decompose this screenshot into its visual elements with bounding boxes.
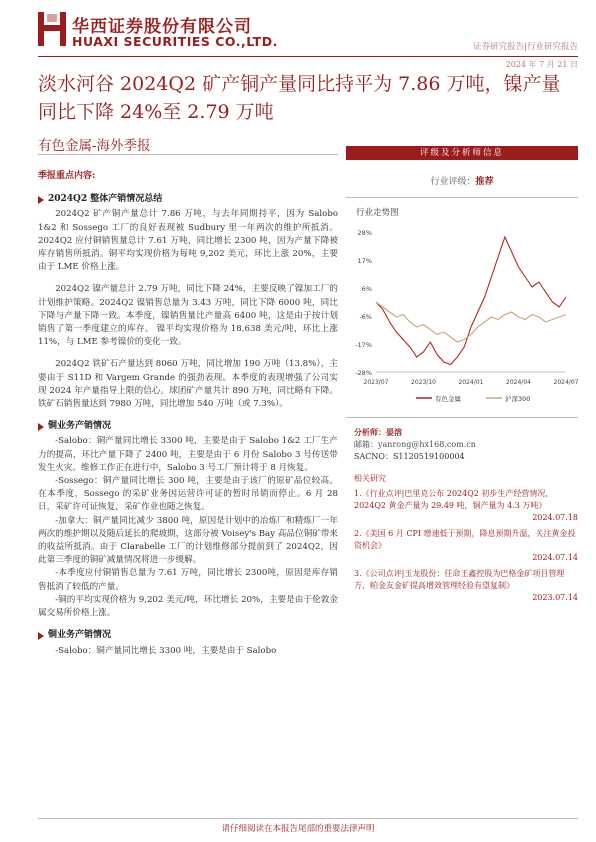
industry-rating	[346, 174, 578, 198]
chart-title: 行业走势图	[356, 208, 399, 218]
sidebar	[346, 146, 578, 608]
header-divider	[38, 56, 578, 57]
footer-disclaimer: 请仔细阅读在本报告尾部的重要法律声明	[221, 824, 375, 834]
email-label: 邮箱：	[354, 440, 378, 449]
related-research	[346, 473, 578, 604]
rating-value: 推荐	[475, 177, 494, 187]
paragraph: 2024Q2 镍产量总计 2.79 万吨，同比下降 24%，主要反映了镍加工厂的计划维护策略。2024Q2 镍销售总量为 3.43 万吨，同比下降 6000 吨，同比下降与产量下降一致。本季度，镍销售量比产量高 6400 吨，这是由于按计划销售了第一季度建立的库存。 镍平均实现价格为 18,638 美元/吨，环比上涨 11%，与 LME 参考镍价的变化一致。	[38, 284, 338, 348]
paragraph: -Salobo：铜产量同比增长 3300 吨，主要是由于 Salobo	[55, 645, 277, 656]
section-heading: 铜业务产销情况	[38, 629, 338, 642]
summary-heading: 季报重点内容:	[38, 171, 96, 181]
rating-label: 行业评级：	[430, 177, 476, 187]
x-tick-label: 2024/07	[553, 379, 578, 386]
legend-label: 有色金属	[435, 395, 461, 403]
report-date: 2024 年 7 月 21 日	[505, 60, 578, 69]
triangle-bullet-icon	[38, 196, 44, 204]
x-tick-label: 2024/01	[458, 379, 484, 386]
paragraph: -本季度应付铜销售总量为 7.61 万吨，同比增长 2300吨，原因是库存销售抵消了较低的产量。	[38, 568, 338, 592]
related-date: 2024.07.18	[532, 513, 578, 522]
trend-chart-svg	[346, 222, 578, 414]
analyst-name: 晏溶	[386, 427, 402, 437]
paragraph: 2024Q2 铁矿石产量达到 8060 万吨，同比增加 190 万吨（13.8%），主要由于 S11D 和 Vargem Grande 的强劲表现。本季度的表现增强了公司实现 2024 年产量指导上限的信心。球团矿产量共计 890 万吨，同比略有下降。铁矿石销售量达到 7980 万吨，同比增加 540 万吨（或 7.3%）。	[38, 359, 338, 410]
subtitle-divider	[38, 154, 338, 155]
triangle-bullet-icon	[38, 632, 44, 640]
related-date: 2024.07.14	[532, 553, 578, 562]
x-tick-label: 2023/07	[363, 379, 389, 386]
triangle-bullet-icon	[38, 423, 44, 431]
analyst-info	[346, 426, 578, 463]
paragraph: -铜的平均实现价格为 9,202 美元/吨，环比增长 20%，主要是由于伦敦金属交易所价格上涨。	[38, 594, 338, 619]
related-item[interactable]: 3.《公司点评|玉龙股份：任命王鑫控股为巴格金矿项目管理方，帕金友金矿提高增效管理经验有望复制》	[354, 569, 565, 590]
company-name-en: HUAXI SECURITIES CO.,LTD.	[72, 34, 278, 49]
huaxi-logo-icon	[38, 12, 66, 46]
report-subtitle: 有色金属-海外季报	[38, 138, 151, 154]
sacno-label: SACNO：	[354, 452, 393, 461]
y-tick-label: 6%	[361, 285, 372, 293]
related-item[interactable]: 1.《行业点评|巴里克公布 2024Q2 初步生产经营情况，2024Q2 黄金产量为 29.49 吨，铜产量为 4.3 万吨》	[354, 489, 554, 510]
y-tick-label: -17%	[355, 341, 372, 349]
y-tick-label: -6%	[359, 313, 372, 321]
report-title: 淡水河谷 2024Q2 矿产铜产量同比持平为 7.86 万吨，镍产量同比下降 24%至 2.79 万吨	[38, 73, 561, 123]
x-tick-label: 2024/04	[506, 379, 531, 386]
analyst-email[interactable]: yanrong@hx168.com.cn	[378, 440, 476, 449]
paragraph: -Salobo：铜产量同比增长 3300 吨，主要是由于 Salobo 1&2 工厂生产力的提高，环比产量下降了 2400 吨，主要是由于 6 月份 Salobo 3 号传送带发生火灾。维修工作正在进行中，Salobo 3 号工厂预计将于 8 月恢复。	[38, 436, 338, 473]
related-heading: 相关研究	[354, 474, 386, 483]
y-tick-label: 28%	[357, 229, 372, 237]
company-name-cn: 华西证券股份有限公司	[72, 17, 252, 37]
series-line-0	[376, 237, 566, 365]
paragraph: 2024Q2 矿产铜产量总计 7.86 万吨，与去年同期持平，因为 Salobo 1&2 和 Sossego 工厂的良好表现被 Sudbury 里一年两次的维护所抵消。2024Q2 应付铜销售量总计 7.61 万吨，同比增长 2300 吨，因为产量下降被库存销售所抵消。铜平均实现价格为每吨 9,202 美元，环比上涨 20%，主要由于 LME 价格上涨。	[38, 209, 338, 273]
series-line-1	[376, 302, 566, 342]
report-type: 证券研究报告|行业研究报告	[473, 42, 578, 52]
related-date: 2023.07.14	[532, 593, 578, 602]
header	[38, 12, 578, 56]
sidebar-header-bar: 评级及分析师信息	[346, 146, 578, 160]
x-tick-label: 2023/10	[411, 379, 436, 386]
section-heading: 2024Q2 整体产销情况总结	[38, 193, 338, 206]
trend-chart	[346, 206, 578, 418]
footer-divider	[38, 818, 578, 819]
main-content	[38, 170, 338, 658]
analyst-label: 分析师：	[354, 427, 386, 437]
y-tick-label: -28%	[355, 369, 372, 377]
analyst-sacno: S1120519100004	[392, 452, 465, 461]
legend-label: 沪深300	[505, 395, 531, 403]
section-heading: 铜业务产销情况	[38, 420, 338, 433]
related-item[interactable]: 2.《美国 6 月 CPI 增速低于预期，降息预期升温，关注黄金投资机会》	[354, 529, 576, 550]
paragraph: -加拿大：铜产量同比减少 3800 吨，原因是计划中的冶炼厂和精炼厂一年两次的维护期以及随后延长的爬坡期，这部分被 Voisey's Bay 高品位铜矿带来的收益所抵消。由于 Clarabelle 工厂的计划维修部分提前到了 2024Q2，因此第三季度的铜矿减量情况将进一步缓解。	[38, 515, 338, 566]
y-tick-label: 17%	[357, 257, 372, 265]
paragraph: -Sossego：铜产量同比增长 300 吨，主要是由于该厂的原矿品位较高。在本季度，Sossego 的采矿业务因运营许可证的暂时吊销而停止。6 月 28 日，采矿许可证恢复，采矿作业也随之恢复。	[38, 476, 338, 513]
